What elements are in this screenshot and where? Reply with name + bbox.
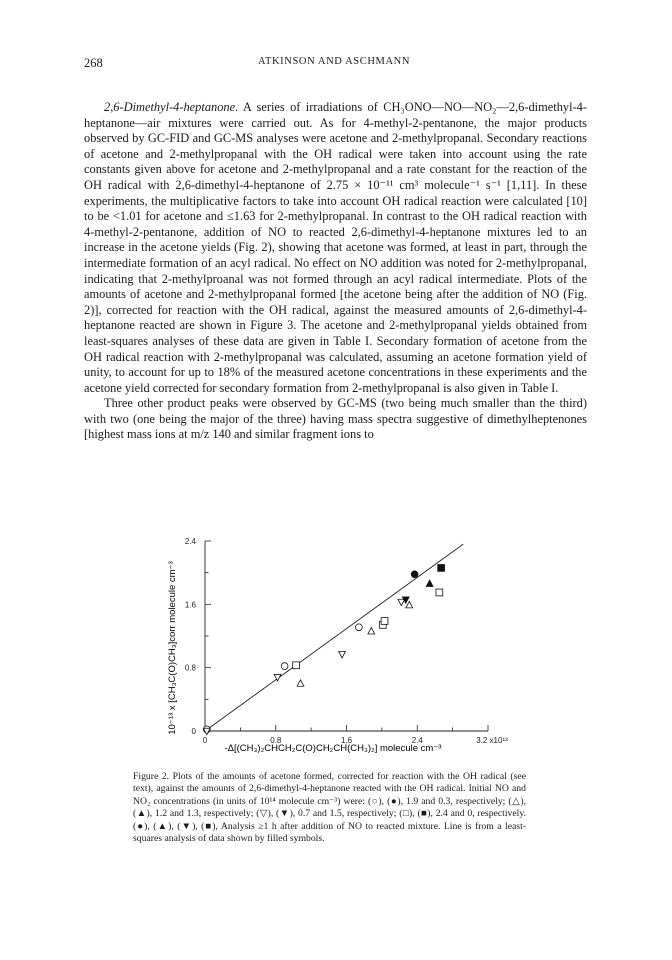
data-point-circle-open: [281, 663, 288, 670]
figure-caption: Figure 2. Plots of the amounts of acetone formed, corrected for reaction with the OH radical (see text), against the amounts of 2,6-dimethyl-4-heptanone reacted with the OH radical. Initial NO and NO₂ concentrations (in units of 10¹⁴ molecule cm⁻³) were: (○), (●), 1.9 and 0.3, respectively; (△), (▲), 1.2 and 1.3, respectively; (▽), (▼), 0.7 and 1.5, respectively; (□), (■), 2.4 and 0, respectively. (●), (▲), (▼), (■), Analysis ≥1 h after addition of NO to reacted mixture. Line is from a least-squares analysis of data shown by filled symbols.: [133, 771, 526, 845]
data-point-square-open: [436, 589, 443, 596]
paragraph-1-text: A series of irradiations of CH₃ONO—NO—NO₂—2,6-dimethyl-4-heptanone—air mixtures were carried out. As for 4-methyl-2-pentanone, the major products observed by GC-FID and GC-MS analyses were acetone and 2-methylpropanal. Secondary reactions of acetone and 2-methylpropanal with the OH radical were taken into account using the rate constants given above for acetone and 2-methylpropanal and a rate constant for the reaction of the OH radical with 2,6-dimethyl-4-heptanone of 2.75 × 10⁻¹¹ cm³ molecule⁻¹ s⁻¹ [1,11]. In these experiments, the multiplicative factors to take into account OH radical reaction were calculated [10] to be <1.01 for acetone and ≤1.63 for 2-methylpropanal. In contrast to the OH radical reaction with 4-methyl-2-pentanone, addition of NO to reacted 2,6-dimethyl-4-heptanone mixtures led to an increase in the acetone yields (Fig. 2), showing that acetone was formed, at least in part, through the intermediate formation of an acyl radical. No effect on NO addition was noted for 2-methylpropanal, indicating that 2-methylproanal was not formed through an acyl radical intermediate. Plots of the amounts of acetone and 2-methylpropanal formed [the acetone being after the addition of NO (Fig. 2)], corrected for reaction with the OH radical, against the measured amounts of 2,6-dimethyl-4-heptanone reacted are shown in Figure 3. The acetone and 2-methylpropanal yields obtained from least-squares analyses of these data are given in Table I. Secondary formation of acetone from the OH radical reaction with 2-methylpropanal was calculated, assuming an acetone formation yield of unity, to account for up to 18% of the measured acetone concentrations in these experiments and the acetone yield corrected for secondary formation from 2-methylpropanal is also given in Table I.: [84, 100, 587, 395]
fit-line: [205, 544, 463, 731]
body-text: [84, 100, 587, 443]
data-point-triangle-up-open: [368, 628, 375, 634]
y-tick-label: 0: [191, 727, 196, 736]
running-head: ATKINSON AND ASCHMANN: [257, 56, 411, 67]
data-point-circle-open: [355, 624, 362, 631]
x-tick-label: 0: [202, 736, 208, 745]
data-point-square-filled: [438, 565, 445, 572]
x-tick-label: 3.2 x10¹³: [476, 736, 508, 745]
data-point-triangle-up-open: [406, 601, 413, 607]
scatter-plot: [150, 536, 510, 766]
data-point-square-open: [293, 662, 300, 669]
paragraph-2: Three other product peaks were observed by GC-MS (two being much smaller than the third) with two (one being the major of the three) having mass spectra suggestive of dimethylheptenones [highest mass ions at m/z 140 and similar fragment ions to: [84, 396, 587, 442]
y-tick-label: 0.8: [184, 663, 196, 673]
y-tick-label: 2.4: [184, 537, 196, 546]
x-axis-label: -Δ[(CH₃)₂CHCH₂C(O)CH₂CH(CH₃)₂] molecule cm⁻³: [224, 743, 442, 754]
paragraph-1: [84, 100, 587, 396]
figure-2: [150, 536, 510, 766]
data-point-triangle-down-open: [339, 651, 346, 657]
x-tick-label: 1.6: [340, 736, 353, 745]
data-point-triangle-up-open: [297, 680, 304, 686]
data-point-triangle-up-filled: [426, 580, 433, 586]
y-tick-label: 1.6: [184, 600, 196, 610]
x-tick-label: 2.4: [411, 736, 423, 745]
y-axis-label: 10⁻¹³ x [CH₃C(O)CH₃]corr molecule cm⁻³: [167, 561, 178, 735]
x-tick-label: 0.8: [270, 736, 282, 745]
page-number: 268: [84, 56, 103, 70]
section-title: 2,6-Dimethyl-4-heptanone.: [104, 100, 239, 114]
data-point-square-open: [381, 618, 388, 625]
data-point-circle-filled: [411, 571, 418, 578]
page-header: [84, 56, 584, 72]
